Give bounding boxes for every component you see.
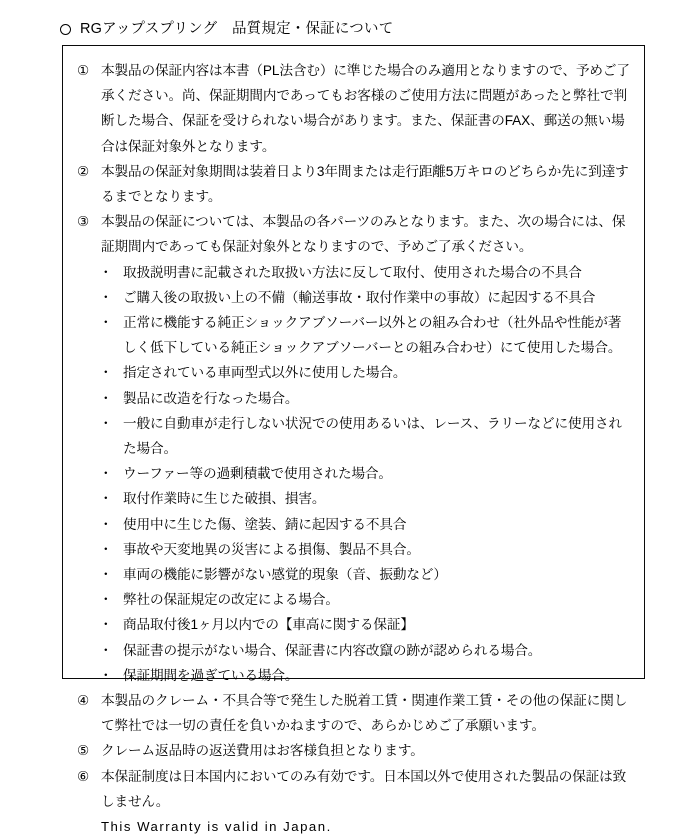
clause-number: ⑥ [77, 768, 90, 784]
list-item [77, 461, 630, 486]
bullet-dot-icon: ・ [99, 491, 113, 507]
bullet-dot-icon: ・ [99, 415, 113, 431]
list-item-text: 弊社の保証規定の改定による場合。 [123, 592, 339, 608]
bullet-dot-icon: ・ [99, 264, 113, 280]
bullet-dot-icon: ・ [99, 390, 113, 406]
clause-text: 本製品のクレーム・不具合等で発生した脱着工賃・関連作業工賃・その他の保証に関して弊社では一切の責任を負いかねますので、あらかじめご了承願います。 [101, 693, 628, 734]
list-item [77, 386, 630, 411]
list-item [77, 612, 630, 637]
clause-text: 本製品の保証内容は本書（PL法含む）に準じた場合のみ適用となりますので、予めご了承ください。尚、保証期間内であってもお客様のご使用方法に問題があったと弊社で判断した場合、保証を受けられない場合があります。また、保証書のFAX、郵送の無い場合は保証対象外となります。 [101, 63, 630, 154]
clause-text: 本製品の保証については、本製品の各パーツのみとなります。また、次の場合には、保証期間内であっても保証対象外となりますので、予めご了承ください。 [101, 214, 626, 255]
bullet-dot-icon: ・ [99, 667, 113, 683]
bullet-dot-icon: ・ [99, 567, 113, 583]
list-item-text: 保証期間を過ぎている場合。 [123, 667, 299, 683]
list-item [77, 562, 630, 587]
list-item-text: 商品取付後1ヶ月以内での【車高に関する保証】 [123, 617, 414, 633]
list-item-text: ウーファー等の過剰積載で使用された場合。 [123, 466, 392, 482]
list-item-text: 一般に自動車が走行しない状況での使用あるいは、レース、ラリーなどに使用された場合。 [123, 415, 622, 457]
list-item-text: 取付作業時に生じた破損、損害。 [123, 491, 326, 507]
list-item [77, 310, 630, 360]
clause-number: ③ [77, 214, 90, 230]
list-item-text: 使用中に生じた傷、塗装、錆に起因する不具合 [123, 516, 407, 532]
list-item [77, 486, 630, 511]
list-item-text: 車両の機能に影響がない感覚的現象（音、振動など） [123, 567, 447, 583]
list-item-text: 正常に機能する純正ショックアブソーバー以外との組み合わせ（社外品や性能が著しく低下している純正ショックアブソーバーとの組み合わせ）にて使用した場合。 [123, 315, 622, 356]
clause-item-6 [77, 764, 630, 814]
list-item-text: 製品に改造を行なった場合。 [123, 390, 299, 406]
circle-bullet-icon [60, 24, 71, 35]
bullet-dot-icon: ・ [99, 642, 113, 658]
clause-item-5 [77, 738, 630, 763]
list-item-text: 取扱説明書に記載された取扱い方法に反して取付、使用された場合の不具合 [123, 264, 582, 280]
list-item [77, 360, 630, 385]
list-item-text: 事故や天変地異の災害による損傷、製品不具合。 [123, 541, 420, 557]
clause-number: ⑤ [77, 743, 90, 759]
list-item [77, 638, 630, 663]
clause-item-3 [77, 209, 630, 259]
list-item [77, 512, 630, 537]
bullet-dot-icon: ・ [99, 315, 113, 331]
clause-text: クレーム返品時の返送費用はお客様負担となります。 [101, 743, 424, 759]
list-item-text: 保証書の提示がない場合、保証書に内容改竄の跡が認められる場合。 [123, 642, 542, 658]
list-item [77, 260, 630, 285]
list-item [77, 537, 630, 562]
list-item-text: 指定されている車両型式以外に使用した場合。 [123, 365, 407, 381]
list-item [77, 587, 630, 612]
warranty-terms-frame [62, 45, 645, 835]
bullet-dot-icon: ・ [99, 617, 113, 633]
clause-text: 本保証制度は日本国内においてのみ有効です。日本国以外で使用された製品の保証は致しません。 [101, 768, 627, 809]
clause-item-1 [77, 58, 630, 159]
bullet-dot-icon: ・ [99, 289, 113, 305]
clause-item-2 [77, 159, 630, 209]
english-validity-note: This Warranty is valid in Japan. [101, 819, 332, 835]
clause-text: 本製品の保証対象期間は装着日より3年間または走行距離5万キロのどちらか先に到達するまでとなります。 [101, 163, 629, 205]
bullet-dot-icon: ・ [99, 466, 113, 482]
document-heading [60, 20, 393, 38]
bullet-dot-icon: ・ [99, 365, 113, 381]
list-item-text: ご購入後の取扱い上の不備（輸送事故・取付作業中の事故）に起因する不具合 [123, 289, 596, 305]
bullet-dot-icon: ・ [99, 592, 113, 608]
exclusion-bullet-list [77, 260, 630, 688]
bullet-dot-icon: ・ [99, 516, 113, 532]
bullet-dot-icon: ・ [99, 541, 113, 557]
clause-list [77, 58, 630, 839]
clause-item-4 [77, 688, 630, 738]
clause-number: ② [77, 163, 90, 179]
list-item [77, 663, 630, 688]
clause-number: ④ [77, 693, 90, 709]
list-item [77, 411, 630, 461]
list-item [77, 285, 630, 310]
page-title: RGアップスプリング 品質規定・保証について [80, 21, 394, 37]
clause-number: ① [77, 63, 90, 78]
